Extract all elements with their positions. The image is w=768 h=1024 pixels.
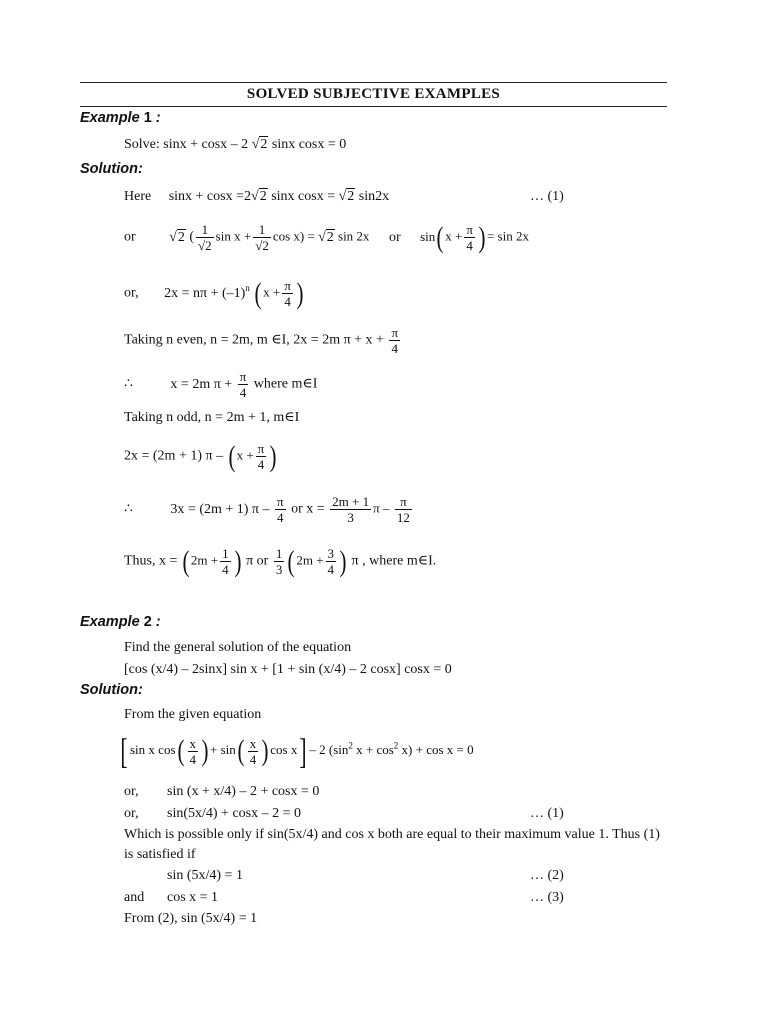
solution2-heading: Solution:	[80, 682, 143, 698]
solution1-line7: 2x = (2m + 1) π – ( x + $\frac{\pi}{4}$ )	[124, 439, 277, 473]
fraction: $\frac{\pi}{4}$	[391, 325, 399, 356]
fraction: $\frac{1}{3}$	[275, 546, 283, 577]
example-colon: :	[155, 614, 161, 630]
fraction: $\frac{x}{4}$	[189, 735, 196, 767]
fraction: $\frac{\pi}{4}$	[284, 278, 291, 309]
fraction: $\frac{1}{4}$	[222, 546, 229, 577]
top-rule	[80, 82, 667, 83]
solution1-line6: Taking n odd, n = 2m + 1, m∈I	[124, 410, 300, 425]
example-label: Example	[80, 110, 140, 126]
statement-tail: sinx cosx = 0	[271, 137, 347, 152]
example2-statement-line1: Find the general solution of the equation	[124, 640, 352, 655]
sqrt: √2	[318, 229, 334, 245]
sqrt: √2	[338, 189, 355, 204]
sqrt: √2	[169, 229, 185, 245]
solution1-line3: or, $2x = n\pi + (-1)^n$ ( x + $\frac{\pi}{4}$ )	[124, 276, 304, 310]
eq-part: sinx cosx =	[267, 189, 339, 204]
solution2-paragraph: Which is possible only if sin(5x/4) and cos x both are equal to their maximum value 1. Thus (1) is satisfied if	[124, 827, 660, 862]
equation-ref-2: … (2)	[530, 868, 564, 883]
title-underline	[80, 106, 667, 107]
fraction: $\frac{2m + 1}{3}$	[332, 494, 370, 525]
solution2-last: From (2), sin (5x/4) = 1	[124, 911, 258, 926]
solution1-line9: Thus, x = ( 2m + $\frac{1}{4}$ ) π or $\frac{1}{3}$ ( 2m + $\frac{3}{4}$ ) π , where m∈I.	[124, 544, 437, 578]
word-here: Here	[124, 189, 152, 204]
equation-ref-3: … (3)	[530, 890, 564, 905]
fraction: $\frac{\pi}{4}$	[239, 369, 247, 400]
solution2-or2: or, sin(5x/4) + cosx – 2 = 0	[124, 806, 302, 821]
fraction: $\frac{\pi}{4}$	[257, 441, 265, 472]
equation-ref-1b: … (1)	[530, 806, 564, 821]
solution1-heading: Solution:	[80, 161, 143, 177]
equation-ref-1: … (1)	[530, 189, 564, 204]
solution1-line5: ∴ x = 2m π + $\frac{\pi}{4}$ where m∈I	[124, 369, 318, 400]
sqrt: √2	[251, 189, 267, 204]
word-or: or	[124, 229, 136, 245]
example1-statement	[124, 136, 346, 154]
solution1-line1	[124, 188, 389, 206]
example-colon: :	[155, 110, 161, 126]
solution2-main-equation: [ sin x cos( $\frac{x}{4}$ ) + sin( $\frac{x}{4}$ ) cos x] – 2 ($\sin^2$ $x + \cos^2 x) + \cos x = 0$	[120, 731, 474, 771]
solution2-intro: From the given equation	[124, 707, 262, 722]
example-number: 2	[143, 614, 152, 630]
sqrt: √2	[251, 137, 268, 152]
example-label: Example	[80, 614, 140, 630]
example2-heading	[80, 614, 161, 630]
fraction: $\frac{1}{√2}$	[255, 222, 269, 253]
solution2-eq2: sin (5x/4) = 1	[167, 868, 243, 883]
fraction: $\frac{3}{4}$	[327, 546, 335, 577]
solution2-or1: or, sin (x + x/4) – 2 + cosx = 0	[124, 784, 320, 799]
fraction: $\frac{\pi}{4}$	[277, 494, 284, 525]
example2-statement-line2: [cos (x/4) – 2sinx] sin x + [1 + sin (x/4) – 2 cosx] cosx = 0	[124, 662, 452, 677]
statement-text: Solve: sinx + cosx – 2	[124, 137, 249, 152]
example-number: 1	[143, 110, 152, 126]
fraction: $\frac{1}{√2}$	[198, 222, 212, 253]
page-title: SOLVED SUBJECTIVE EXAMPLES	[246, 86, 501, 102]
eq-part: sin2x	[355, 189, 390, 204]
solution1-line2: or √2 ( $\frac{1}{√2}$ sin x + $\frac{1}{√2}$ cos x) = √2 sin 2x or sin( x + $\frac{\pi}{4}$ ) = sin 2x	[124, 220, 529, 254]
solution2-and: and cos x = 1	[124, 890, 219, 905]
fraction: $\frac{x}{4}$	[249, 735, 257, 767]
eq-part: sinx + cosx =2	[168, 189, 251, 204]
fraction: $\frac{\pi}{12}$	[396, 494, 410, 525]
solution1-line8: ∴ 3x = (2m + 1) π – $\frac{\pi}{4}$ or x = $\frac{2m + 1}{3}$ π – $\frac{\pi}{12}$	[124, 494, 410, 525]
solution1-line4: Taking n even, n = 2m, m ∈I, 2x = 2m π + x + $\frac{\pi}{4}$	[124, 325, 399, 356]
example1-heading	[80, 110, 161, 126]
fraction: $\frac{\pi}{4}$	[466, 222, 473, 253]
